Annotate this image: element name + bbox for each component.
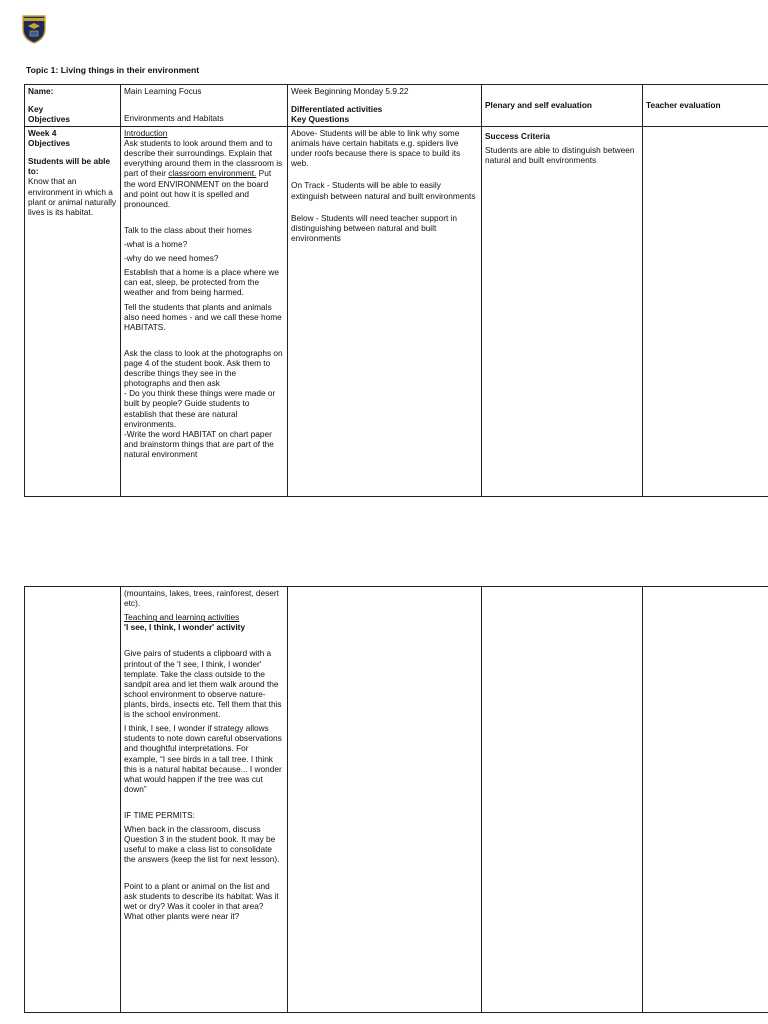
objectives-label: Objectives xyxy=(28,114,70,125)
objective-text: Know that an environment in which a plant or animal naturally lives is its habitat. xyxy=(28,176,117,217)
habitat-brainstorm: -Write the word HABITAT on chart paper and brainstorm things that are part of the natural environment xyxy=(124,428,274,459)
teacher-eval-header-cell xyxy=(643,85,768,127)
on-track-text: On Track - Students will be able to easily extinguish between natural and built environments xyxy=(291,180,476,201)
able-to-label: Students will be able to: xyxy=(28,156,111,177)
week-number: Week 4 xyxy=(28,128,57,138)
photographs-paragraph: Ask the class to look at the photographs on page 4 of the student book. Ask them to describe things they see in the photographs and then ask xyxy=(124,347,283,389)
below-text: Below - Students will need teacher support in distinguishing between natural and built environments xyxy=(291,212,458,243)
teaching-activities-heading: Teaching and learning activities xyxy=(124,612,240,623)
week-header-cell xyxy=(288,85,482,127)
objectives-cell-continued xyxy=(25,587,121,1013)
strategy-paragraph: I think, I see, I wonder if strategy allows students to note down careful observations and thoughtful interpretations. For example, “I see birds in a tall tree. I think this is a natural habitat because... I wonder what would happen if the tree was cut down” xyxy=(124,723,282,794)
content-row xyxy=(25,127,768,497)
main-learning-cell-continued xyxy=(121,587,288,1013)
plenary-label: Plenary and self evaluation xyxy=(485,100,592,111)
intro-paragraph: Ask students to look around them and to describe their surroundings. Explain that everything around them in the classroom is part of their classroom environment. Put the word ENVIRONMENT on the board and point out how it is spelled and pronounced. xyxy=(124,138,283,209)
differentiated-cell xyxy=(288,127,482,497)
describe-habitat-paragraph: Point to a plant or animal on the list and ask students to describe its habitat: Was it wet or dry? Was it cooler in that area? What other plants were near it? xyxy=(124,880,279,921)
home-question-1: -what is a home? xyxy=(124,238,188,249)
teacher-eval-cell xyxy=(643,127,768,497)
main-focus-label: Main Learning Focus xyxy=(124,86,202,96)
name-cell xyxy=(25,85,121,127)
header-row xyxy=(25,85,768,127)
environment-examples: (mountains, lakes, trees, rainforest, desert etc). xyxy=(124,588,279,609)
if-time-permits: IF TIME PERMITS: xyxy=(124,809,195,820)
main-focus-value: Environments and Habitats xyxy=(124,113,224,124)
objectives-title: Objectives xyxy=(28,138,70,149)
habitats-paragraph: Tell the students that plants and animals also need homes - and we call these home HABITATS. xyxy=(124,301,282,332)
classroom-discussion-paragraph: When back in the classroom, discuss Question 3 in the student book. It may be useful to make a class list to consolidate the answers (keep the list for next lesson). xyxy=(124,824,280,865)
intro-heading: Introduction xyxy=(124,128,168,138)
made-question: - Do you think these things were made or built by people? Guide students to establish that these are natural environments. xyxy=(124,388,276,429)
name-label: Name: xyxy=(28,86,54,96)
success-criteria-heading: Success Criteria xyxy=(485,131,551,141)
lesson-plan-table-page-2 xyxy=(24,586,768,1013)
homes-paragraph: Talk to the class about their homes xyxy=(124,224,252,235)
plenary-cell-continued xyxy=(482,587,643,1013)
school-crest-logo xyxy=(22,14,46,44)
lesson-plan-table-page-1 xyxy=(24,84,768,497)
content-row-continued xyxy=(25,587,768,1013)
week-label: Week Beginning Monday 5.9.22 xyxy=(291,86,409,96)
differentiated-label: Differentiated activities xyxy=(291,104,383,115)
differentiated-cell-continued xyxy=(288,587,482,1013)
key-questions-label: Key Questions xyxy=(291,114,350,125)
success-criteria-text: Students are able to distinguish between natural and built environments xyxy=(485,145,635,166)
plenary-cell xyxy=(482,127,643,497)
teacher-eval-label: Teacher evaluation xyxy=(646,100,721,111)
topic-title: Topic 1: Living things in their environment xyxy=(26,65,200,75)
teacher-eval-cell-continued xyxy=(643,587,768,1013)
main-learning-cell xyxy=(121,127,288,497)
above-text: Above- Students will be able to link why some animals have certain habitats e.g. spiders live under roofs because there is space to build its web. xyxy=(291,128,461,169)
home-definition: Establish that a home is a place where we can eat, sleep, be protected from the weather and from being harmed. xyxy=(124,267,279,298)
home-question-2: -why do we need homes? xyxy=(124,253,219,264)
main-focus-header-cell xyxy=(121,85,288,127)
objectives-cell xyxy=(25,127,121,497)
plenary-header-cell xyxy=(482,85,643,127)
activity-title: 'I see, I think, I wonder' activity xyxy=(124,622,246,633)
key-label: Key xyxy=(28,104,44,115)
clipboard-paragraph: Give pairs of students a clipboard with a printout of the 'I see, I think, I wonder' template. Take the class outside to the sandpit area and let them walk around the school environment to observe nature- plants, birds, insects etc. Tell them that this is the school environment. xyxy=(124,648,282,720)
